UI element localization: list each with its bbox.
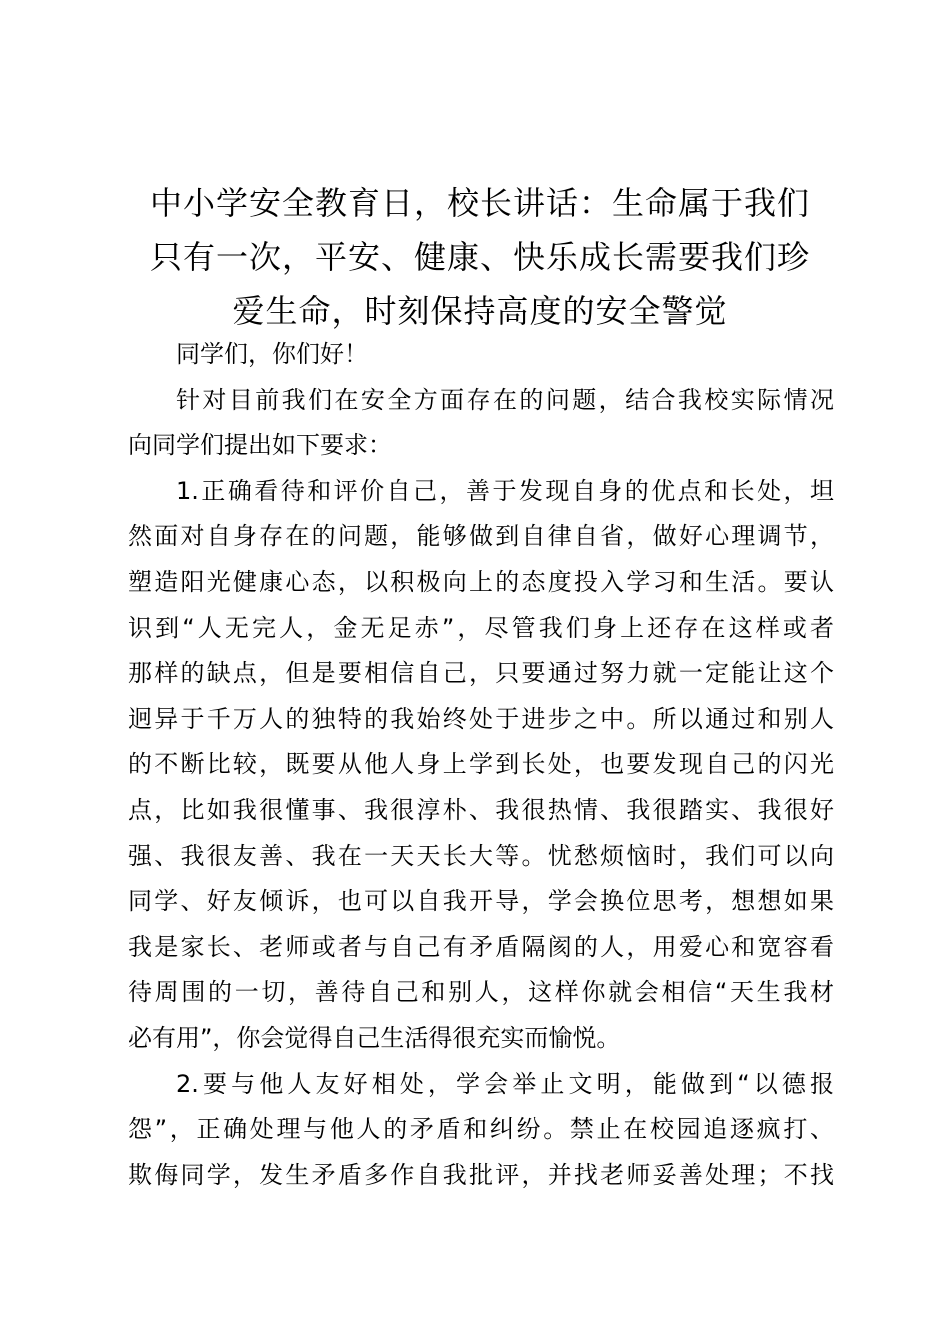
paragraph-line: 强、我很友善、我在一天天长大等。忧愁烦恼时，我们可以向 [128,841,834,870]
title-line: 中小学安全教育日，校长讲话：生命属于我们 [149,184,810,222]
paragraph-line: 然面对自身存在的问题，能够做到自律自省，做好心理调节， [128,522,834,551]
document-title [120,176,840,338]
paragraph-line: 2.要与他人友好相处，学会举止文明，能做到“以德报 [176,1069,834,1098]
paragraph-line: 塑造阳光健康心态，以积极向上的态度投入学习和生活。要认 [128,567,834,596]
paragraph-line: 点，比如我很懂事、我很淳朴、我很热情、我很踏实、我很好 [128,795,834,824]
paragraph-line: 那样的缺点，但是要相信自己，只要通过努力就一定能让这个 [128,659,834,688]
paragraph-line: 1.正确看待和评价自己，善于发现自身的优点和长处，坦 [176,476,834,505]
document-body [128,332,834,1198]
requirement-2-paragraph [128,1062,834,1199]
title-line: 爱生命，时刻保持高度的安全警觉 [232,292,728,330]
paragraph-line: 迥异于千万人的独特的我始终处于进步之中。所以通过和别人 [128,704,834,733]
paragraph-line: 必有用”，你会觉得自己生活得很充实而愉悦。 [128,1023,621,1052]
paragraph-line: 针对目前我们在安全方面存在的问题，结合我校实际情况 [176,385,834,414]
paragraph-line: 同学、好友倾诉，也可以自我开导，学会换位思考，想想如果 [128,887,834,916]
greeting-paragraph [128,332,834,378]
greeting-line: 同学们，你们好！ [176,340,368,368]
intro-paragraph [128,378,834,469]
title-line: 只有一次，平安、健康、快乐成长需要我们珍 [149,238,810,276]
paragraph-line: 的不断比较，既要从他人身上学到长处，也要发现自己的闪光 [128,750,834,779]
paragraph-line: 待周围的一切，善待自己和别人，这样你就会相信“天生我材 [128,978,834,1007]
paragraph-line: 识到“人无完人，金无足赤”，尽管我们身上还存在这样或者 [128,613,834,642]
paragraph-line: 向同学们提出如下要求： [128,431,392,460]
paragraph-line: 欺侮同学，发生矛盾多作自我批评，并找老师妥善处理；不找 [128,1160,834,1189]
paragraph-line: 怨”，正确处理与他人的矛盾和纠纷。禁止在校园追逐疯打、 [128,1115,834,1144]
requirement-1-paragraph [128,469,834,1062]
paragraph-line: 我是家长、老师或者与自己有矛盾隔阂的人，用爱心和宽容看 [128,932,834,961]
